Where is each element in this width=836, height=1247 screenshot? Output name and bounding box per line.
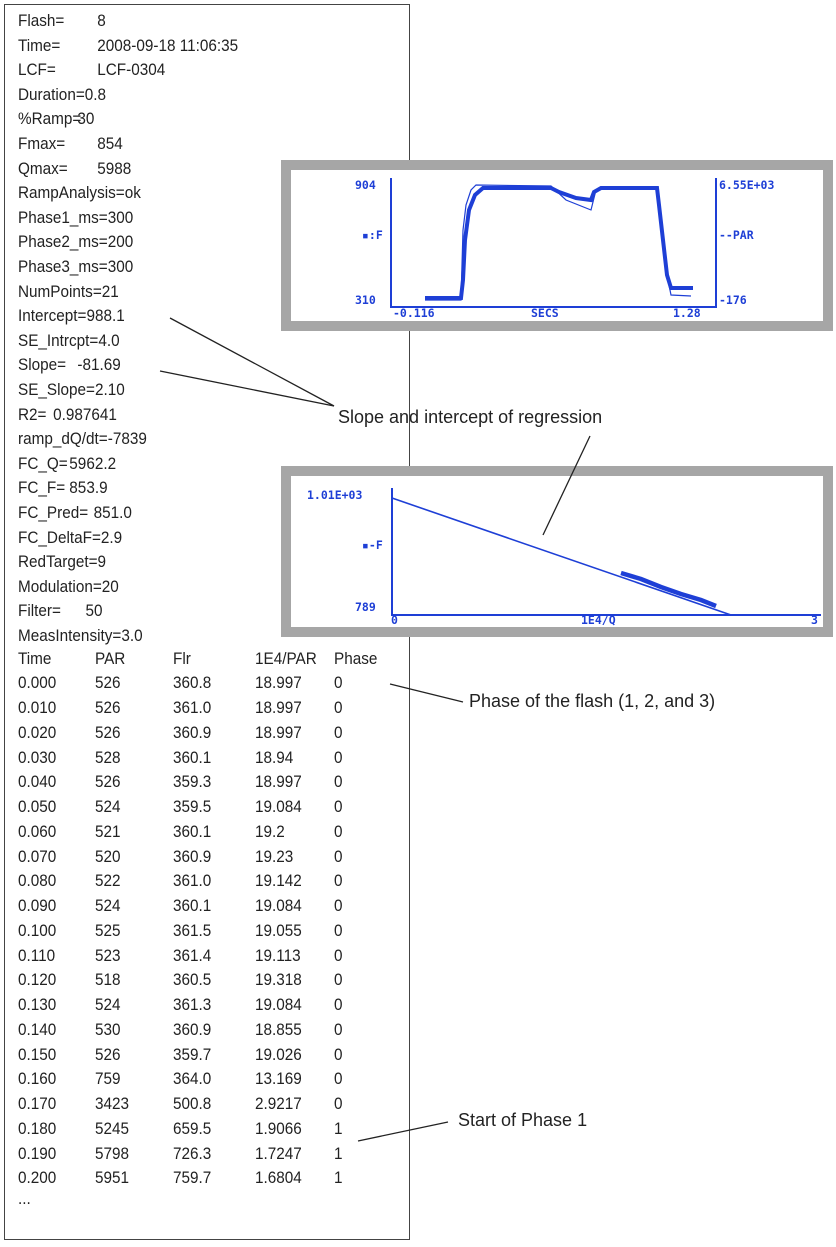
- table-cell: 0: [334, 920, 343, 940]
- table-cell: 18.997: [255, 673, 302, 693]
- table-cell: 528: [95, 747, 121, 767]
- table-cell: 359.7: [173, 1044, 212, 1064]
- table-cell: 524: [95, 896, 121, 916]
- table-header: Phase: [334, 648, 378, 668]
- table-cell: 726.3: [173, 1143, 212, 1163]
- table-cell: 5245: [95, 1118, 130, 1138]
- param-key: NumPoints=21: [18, 281, 119, 301]
- table-cell: 0.170: [18, 1094, 57, 1114]
- param-key: FC_DeltaF=2.9: [18, 527, 123, 547]
- table-cell: 13.169: [255, 1069, 302, 1089]
- table-header: 1E4/PAR: [255, 648, 317, 668]
- table-cell: 19.23: [255, 846, 294, 866]
- param-value: -81.69: [77, 355, 121, 375]
- table-cell: 0.120: [18, 970, 57, 990]
- table-cell: 360.9: [173, 846, 212, 866]
- table-cell: 0: [334, 871, 343, 891]
- param-key: RampAnalysis=ok: [18, 183, 141, 203]
- table-cell: 0: [334, 1094, 343, 1114]
- y-top-label: 1.01E+03: [307, 488, 363, 502]
- table-cell: 0: [334, 970, 343, 990]
- param-key: Filter=: [18, 601, 61, 621]
- table-cell: 0.070: [18, 846, 57, 866]
- param-value: 5988: [97, 158, 132, 178]
- table-cell: 524: [95, 797, 121, 817]
- right-bottom-label: -176: [719, 293, 747, 307]
- table-cell: 0.000: [18, 673, 57, 693]
- table-cell: 659.5: [173, 1118, 212, 1138]
- table-cell: 523: [95, 945, 121, 965]
- table-ellipsis: ...: [18, 1189, 31, 1209]
- param-key: Qmax=: [18, 158, 68, 178]
- table-cell: 0: [334, 673, 343, 693]
- table-cell: 0.130: [18, 995, 57, 1015]
- table-cell: 0: [334, 698, 343, 718]
- param-key: ramp_dQ/dt=-7839: [18, 429, 147, 449]
- table-cell: 1.9066: [255, 1118, 302, 1138]
- table-cell: 1: [334, 1168, 343, 1188]
- table-cell: 0: [334, 995, 343, 1015]
- x-right-label: 3: [811, 613, 818, 627]
- y-series-label: ▪-F: [362, 538, 383, 552]
- param-key: Modulation=20: [18, 576, 119, 596]
- table-cell: 0: [334, 821, 343, 841]
- table-cell: 524: [95, 995, 121, 1015]
- table-cell: 5798: [95, 1143, 130, 1163]
- table-cell: 500.8: [173, 1094, 212, 1114]
- param-key: Phase1_ms=300: [18, 207, 134, 227]
- param-value: 851.0: [93, 503, 132, 522]
- table-cell: 0.150: [18, 1044, 57, 1064]
- table-cell: 530: [95, 1019, 121, 1039]
- table-cell: 759.7: [173, 1168, 212, 1188]
- table-cell: 759: [95, 1069, 121, 1089]
- regression-pointer: [543, 436, 590, 535]
- param-value: 854: [97, 134, 123, 153]
- table-cell: 19.113: [255, 945, 301, 965]
- phase-pointer: [390, 684, 463, 702]
- x-right-label: 1.28: [673, 306, 701, 320]
- table-cell: 526: [95, 772, 121, 792]
- param-key: Intercept=988.1: [18, 306, 125, 326]
- y-bottom-label: 310: [355, 293, 376, 307]
- table-cell: 361.3: [173, 995, 212, 1015]
- table-cell: 0.020: [18, 722, 57, 742]
- table-cell: 0: [334, 722, 343, 742]
- param-value: 853.9: [69, 478, 108, 498]
- table-cell: 1: [334, 1143, 343, 1163]
- table-cell: 19.084: [255, 995, 302, 1015]
- table-cell: 1.6804: [255, 1168, 302, 1188]
- slope-pointer: [160, 371, 334, 406]
- table-header: Flr: [173, 648, 191, 668]
- param-key: LCF=: [18, 60, 56, 80]
- param-value: 5962.2: [69, 453, 117, 473]
- table-cell: 0: [334, 1069, 343, 1089]
- table-cell: 521: [95, 821, 121, 841]
- table-cell: 0.190: [18, 1143, 57, 1163]
- table-cell: 0: [334, 1019, 343, 1039]
- param-key: FC_F=: [18, 478, 66, 498]
- table-cell: 0.060: [18, 821, 57, 841]
- table-cell: 0.200: [18, 1168, 57, 1188]
- table-cell: 520: [95, 846, 121, 866]
- table-cell: 0.080: [18, 871, 57, 891]
- param-key: Phase2_ms=200: [18, 232, 134, 252]
- table-cell: 18.997: [255, 698, 302, 718]
- table-cell: 361.0: [173, 698, 212, 718]
- table-cell: 0: [334, 846, 343, 866]
- table-cell: 18.94: [255, 747, 294, 767]
- table-cell: 0: [334, 797, 343, 817]
- x-left-label: -0.116: [393, 306, 435, 320]
- y-top-label: 904: [355, 178, 376, 192]
- table-cell: 364.0: [173, 1069, 212, 1089]
- param-key: Slope=: [18, 355, 67, 375]
- table-cell: 3423: [95, 1094, 130, 1114]
- table-cell: 0: [334, 945, 343, 965]
- table-cell: 359.5: [173, 797, 212, 817]
- right-top-label: 6.55E+03: [719, 178, 775, 192]
- table-cell: 361.4: [173, 945, 212, 965]
- param-key: MeasIntensity=3.0: [18, 626, 143, 645]
- table-cell: 0: [334, 747, 343, 767]
- table-cell: 361.5: [173, 920, 212, 940]
- regression-annotation: Slope and intercept of regression: [338, 407, 603, 427]
- table-cell: 0.030: [18, 747, 57, 767]
- param-value: 30: [77, 109, 95, 129]
- param-key: FC_Q=: [18, 453, 68, 473]
- param-key: R2=: [18, 404, 47, 424]
- param-key: SE_Intrcpt=4.0: [18, 330, 120, 350]
- param-key: FC_Pred=: [18, 503, 89, 522]
- table-cell: 361.0: [173, 871, 212, 891]
- phase-annotation: Phase of the flash (1, 2, and 3): [469, 691, 716, 711]
- table-cell: 0.160: [18, 1069, 57, 1089]
- table-cell: 19.318: [255, 970, 302, 990]
- param-value: 2008-09-18 11:06:35: [97, 35, 239, 55]
- param-key: Fmax=: [18, 134, 66, 153]
- table-cell: 18.855: [255, 1019, 302, 1039]
- param-key: SE_Slope=2.10: [18, 380, 125, 399]
- table-cell: 526: [95, 698, 121, 718]
- table-cell: 360.5: [173, 970, 212, 990]
- table-cell: 360.1: [173, 896, 212, 916]
- table-cell: 526: [95, 673, 121, 693]
- table-header: Time: [18, 648, 52, 668]
- table-cell: 5951: [95, 1168, 130, 1188]
- x-axis-label: 1E4/Q: [581, 613, 616, 627]
- table-cell: 360.1: [173, 747, 212, 767]
- table-cell: 526: [95, 722, 121, 742]
- intercept-pointer: [170, 318, 334, 406]
- table-cell: 19.055: [255, 920, 302, 940]
- table-header: PAR: [95, 648, 126, 668]
- param-key: Time=: [18, 35, 61, 55]
- param-value: 50: [85, 601, 103, 621]
- x-axis-label: SECS: [531, 306, 559, 320]
- start-phase1-annotation: Start of Phase 1: [458, 1110, 588, 1130]
- param-key: %Ramp=: [18, 109, 82, 129]
- table-cell: 0.050: [18, 797, 57, 817]
- right-series-label: --PAR: [719, 228, 754, 242]
- param-key: RedTarget=9: [18, 552, 107, 572]
- table-cell: 0.040: [18, 772, 57, 792]
- table-cell: 19.084: [255, 896, 302, 916]
- table-cell: 526: [95, 1044, 121, 1064]
- param-key: Phase3_ms=300: [18, 257, 134, 276]
- table-cell: 18.997: [255, 722, 302, 742]
- table-cell: 360.9: [173, 722, 212, 742]
- table-cell: 359.3: [173, 772, 212, 792]
- y-bottom-label: 789: [355, 600, 376, 614]
- table-cell: 1: [334, 1118, 343, 1138]
- table-cell: 360.1: [173, 821, 212, 841]
- table-cell: 19.026: [255, 1044, 302, 1064]
- table-cell: 0: [334, 896, 343, 916]
- table-cell: 518: [95, 970, 121, 990]
- table-cell: 0.090: [18, 896, 57, 916]
- param-value: 0.987641: [53, 404, 117, 424]
- table-cell: 0.180: [18, 1118, 57, 1138]
- table-cell: 360.8: [173, 673, 212, 693]
- table-cell: 0.110: [18, 945, 56, 965]
- table-cell: 0: [334, 1044, 343, 1064]
- table-cell: 19.084: [255, 797, 302, 817]
- table-cell: 0.140: [18, 1019, 57, 1039]
- param-key: Duration=0.8: [18, 84, 107, 104]
- table-cell: 19.142: [255, 871, 302, 891]
- table-cell: 2.9217: [255, 1094, 302, 1114]
- table-cell: 19.2: [255, 821, 285, 841]
- table-cell: 0.010: [18, 698, 57, 718]
- param-key: Flash=: [18, 11, 65, 30]
- table-cell: 1.7247: [255, 1143, 302, 1163]
- table-cell: 18.997: [255, 772, 302, 792]
- param-value: 8: [97, 11, 106, 30]
- table-cell: 0: [334, 772, 343, 792]
- x-left-label: 0: [391, 613, 398, 627]
- table-cell: 360.9: [173, 1019, 212, 1039]
- y-series-label: ▪:F: [362, 228, 383, 242]
- phase1-pointer: [358, 1122, 448, 1141]
- table-cell: 0.100: [18, 920, 57, 940]
- table-cell: 522: [95, 871, 121, 891]
- param-value: LCF-0304: [97, 60, 166, 80]
- table-cell: 525: [95, 920, 121, 940]
